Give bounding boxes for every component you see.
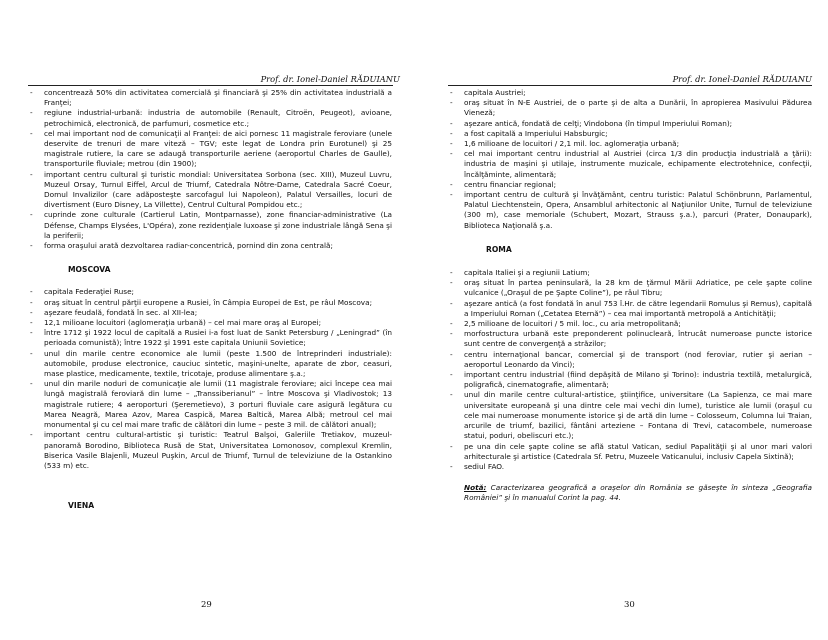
list-item: - sediul FAO. bbox=[450, 462, 812, 472]
note-paragraph bbox=[450, 483, 812, 503]
list-item: - între 1712 şi 1922 locul de capitală a Rusiei i-a fost luat de Sankt Petersburg / „Leningrad” (în perioada comunistă); între 1922 şi 1991 este capitala Uniunii Sovietice; bbox=[30, 328, 392, 348]
list-item: - pe una din cele şapte coline se află statul Vatican, sediul Papalităţii şi al unor mari valori arhitecturale şi artistice (Catedrala Sf. Petru, Muzeele Vaticanului, inclusiv Capela Sixtină); bbox=[450, 442, 812, 462]
list-item: - 2,5 milioane de locuitori / 5 mil. loc., cu aria metropolitană; bbox=[450, 319, 812, 329]
vienna-list bbox=[450, 88, 812, 231]
rome-list bbox=[450, 268, 812, 472]
section-heading-viena: VIENA bbox=[68, 501, 95, 511]
list-item: - a fost capitală a Imperiului Habsburgic; bbox=[450, 129, 812, 139]
list-item: - regiune industrial-urbană: industria de automobile (Renault, Citroën, Peugeot), avioane, petrochimică, electronică, de parfumuri, cosmetice etc.; bbox=[30, 108, 392, 128]
list-item: - aşezare feudală, fondată în sec. al XII-lea; bbox=[30, 308, 392, 318]
list-item: - oraş situat în partea peninsulară, la 28 km de ţărmul Mării Adriatice, pe cele şapte coline vulcanice („Oraşul de pe Şapte Coline”), pe râul Tibru; bbox=[450, 278, 812, 298]
page-number: 29 bbox=[201, 600, 212, 610]
list-item: - important centru cultural şi turistic mondial: Universitatea Sorbona (sec. XIII), Muzeul Luvru, Muzeul Orsay, Turnul Eiffel, Arcul de Triumf, Catedrala Nôtre-Dame, Catedrala Sacré Coeur, Domul Invalizilor (care adăposteşte sarcofagul lui Napoleon), Palatul Versailles, locuri de divertisment (Euro Disney, La Villette), Centrul Cultural Pompidou etc.; bbox=[30, 170, 392, 211]
list-item: - concentrează 50% din activitatea comercială şi financiară şi 25% din activitatea industrială a Franţei; bbox=[30, 88, 392, 108]
header-rule bbox=[448, 85, 812, 86]
list-item: - centru financiar regional; bbox=[450, 180, 812, 190]
list-item: - 12,1 milioane locuitori (aglomeraţia urbană) – cel mai mare oraş al Europei; bbox=[30, 318, 392, 328]
list-item: - important centru cultural-artistic şi turistic: Teatrul Balşoi, Galeriile Tretiakov, muzeul-panoramă Borodino, Biblioteca Rusă de Stat, Universitatea Lomonosov, complexul Kremlin, Biserica Vasile Blajenîi, Muzeul Puşkin, Arcul de Triumf, Turnul de televiziune de la Ostankino (533 m) etc. bbox=[30, 430, 392, 471]
header-rule bbox=[28, 85, 393, 86]
list-item: - important centru industrial (fiind depăşită de Milano şi Torino): industria textilă, metalurgică, poligrafică, cinematografie, alimentară; bbox=[450, 370, 812, 390]
list-item: - aşezare antică (a fost fondată în anul 753 î.Hr. de către legendarii Romulus şi Remus), capitală a Imperiului Roman („Cetatea Eternă”) – cea mai importantă metropolă a Antichităţii; bbox=[450, 299, 812, 319]
section-heading-moscova: MOSCOVA bbox=[68, 265, 111, 275]
section-heading-roma: ROMA bbox=[486, 244, 512, 254]
list-item: - 1,6 milioane de locuitori / 2,1 mil. loc. aglomeraţia urbană; bbox=[450, 139, 812, 149]
page-body bbox=[450, 88, 812, 504]
list-item: - cuprinde zone culturale (Cartierul Latin, Montparnasse), zone financiar-administrative (La Défense, Champs Elysées, L'Opéra), zone rezidenţiale luxoase şi zone industriale lângă Sena şi la periferii; bbox=[30, 210, 392, 241]
list-item: - capitala Italiei şi a regiunii Latium; bbox=[450, 268, 812, 278]
list-item: - cel mai important nod de comunicaţii al Franţei: de aici pornesc 11 magistrale feroviare (unele deservite de trenuri de mare viteză – TGV; este legat de Londra prin Eurotunel) şi 25 magistrale rutiere, la care se adaugă transporturile aeriene (aeroportul Charles de Gaulle), transporturile fluviale; metrou (din 1900); bbox=[30, 129, 392, 170]
list-item: - forma oraşului arată dezvoltarea radiar-concentrică, pornind din zona centrală; bbox=[30, 241, 392, 251]
list-item: - morfostructura urbană este preponderent polinucleară, întrucât numeroase puncte istorice sunt centre de convergenţă a străzilor; bbox=[450, 329, 812, 349]
note-label: Notă: bbox=[464, 483, 487, 493]
list-item: - capitala Federaţiei Ruse; bbox=[30, 287, 392, 297]
list-item: - centru internaţional bancar, comercial şi de transport (nod feroviar, rutier şi aerian – aeroportul Leonardo da Vinci); bbox=[450, 350, 812, 370]
page-body bbox=[30, 88, 392, 511]
moscow-list bbox=[30, 287, 392, 471]
page-number: 30 bbox=[624, 600, 635, 610]
note-text: Caracterizarea geografică a oraşelor din România se găseşte în sinteza „Geografia României” şi în manualul Corint la pag. 44. bbox=[464, 483, 812, 503]
list-item: - aşezare antică, fondată de celţi; Vindobona (în timpul Imperiului Roman); bbox=[450, 119, 812, 129]
list-item: - cel mai important centru industrial al Austriei (circa 1/3 din producţia industrială a ţării): industria de maşini şi utilaje, instrumente muzicale, echipamente electrotehnice, confecţii, încălţăminte, alimentară; bbox=[450, 149, 812, 180]
list-item: - unul din marile centre economice ale lumii (peste 1.500 de întreprinderi industriale): automobile, produse electronice, cauciuc sintetic, maşini-unelte, aparate de zbor, ceasuri, mase plastice, medicamente, textile, tricotaje, produse alimentare ş.a.; bbox=[30, 349, 392, 380]
list-item: - capitala Austriei; bbox=[450, 88, 812, 98]
list-item: - important centru de cultură şi învăţământ, centru turistic: Palatul Schönbrunn, Parlamentul, Palatul Liechtenstein, Opera, Ansamblul arhitectonic al Naţiunilor Unite, Turnul de televiziune (300 m), case memoriale (Schubert, Mozart, Strauss ş.a.), parcuri (Prater, Donaupark), Biblioteca Naţională ş.a. bbox=[450, 190, 812, 231]
list-item: - oraş situat în N-E Austriei, de o parte şi de alta a Dunării, în apropierea Masivului Pădurea Vieneză; bbox=[450, 98, 812, 118]
page-header: Prof. dr. Ionel-Daniel RĂDUIANU bbox=[672, 74, 812, 84]
page-header: Prof. dr. Ionel-Daniel RĂDUIANU bbox=[260, 74, 400, 84]
list-item: - unul din marile noduri de comunicaţie ale lumii (11 magistrale feroviare; aici începe cea mai lungă magistrală feroviară din lume – „Transsiberianul” – între Moscova şi Vladivostok; 13 magistrale rutiere; 4 aeroporturi (Şeremetievo), 3 porturi fluviale care asigură legătura cu Marea Neagră, Marea Azov, Marea Caspică, Marea Baltică, Marea Albă; metroul cel mai monumental şi cu cel mai mare trafic de călători din lume – peste 3 mil. de călători anual); bbox=[30, 379, 392, 430]
list-item: - oraş situat în centrul părţii europene a Rusiei, în Câmpia Europei de Est, pe râul Moscova; bbox=[30, 298, 392, 308]
list-item: - unul din marile centre cultural-artistice, ştiinţifice, universitare (La Sapienza, ce mai mare universitate europeană şi una dintre cele mai vechi din lume), turistice ale lumii (oraşul cu cele mai numeroase monumente istorice şi de artă din lume – Colosseum, Columna lui Traian, arcurile de triumf, bazilici, fântâni arteziene – Fontana di Trevi, catacombele, numeroase statui, poduri, obeliscuri etc.); bbox=[450, 390, 812, 441]
paris-list bbox=[30, 88, 392, 251]
right-page bbox=[414, 0, 828, 640]
